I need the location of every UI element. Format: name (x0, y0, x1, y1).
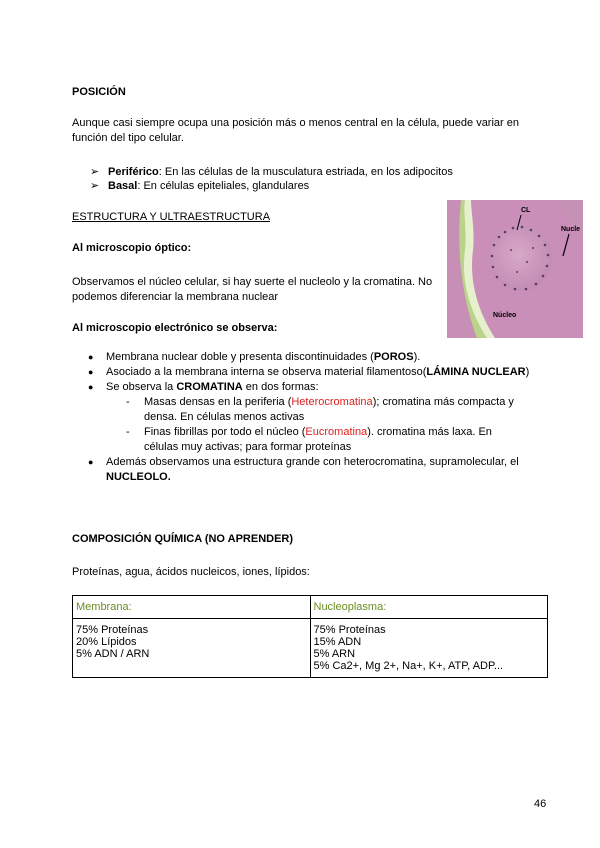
arrow-bullet-icon: ➢ (90, 180, 100, 192)
optical-heading: Al microscopio óptico: (72, 242, 192, 254)
bullet-icon: ● (88, 367, 94, 377)
list-item: ● Asociado a la membrana interna se observa material filamentoso(LÁMINA NUCLEAR) (88, 366, 530, 378)
arrow-bullet-icon: ➢ (90, 166, 100, 178)
chromatin-sublist (126, 395, 526, 455)
label-nucleo: Núcleo (493, 312, 517, 319)
list-item: - Masas densas en la periferia (Heterocromatina); cromatina más compacta y densa. En células menos activas (126, 396, 514, 423)
table-row (73, 619, 548, 678)
list-item (90, 179, 530, 193)
composition-intro: Proteínas, agua, ácidos nucleicos, iones, lípidos: (72, 566, 310, 578)
list-item-term: Basal (108, 180, 138, 192)
position-heading: POSICIÓN (72, 86, 126, 98)
position-list (90, 165, 530, 193)
bullet-icon: ● (88, 352, 94, 362)
structure-heading: ESTRUCTURA Y ULTRAESTRUCTURA (72, 211, 271, 223)
electron-list (86, 350, 536, 485)
list-item-term: Periférico (108, 166, 159, 178)
dash-bullet-icon: - (126, 396, 130, 408)
electron-heading: Al microscopio electrónico se observa: (72, 322, 278, 334)
table-header-nucleoplasma: Nucleoplasma: (310, 596, 548, 619)
list-item (90, 165, 530, 179)
table-cell-nucleoplasma: 75% Proteínas 15% ADN 5% ARN 5% Ca2+, Mg 2+, Na+, K+, ATP, ADP... (310, 619, 548, 678)
nucleus-micrograph (447, 200, 583, 338)
list-item: - Finas fibrillas por todo el núcleo (Eucromatina). cromatina más laxa. En células muy activas; para formar proteínas (126, 426, 492, 453)
bullet-icon: ● (88, 457, 94, 467)
list-item: ● Membrana nuclear doble y presenta discontinuidades (POROS). (88, 351, 421, 363)
composition-heading: COMPOSICIÓN QUÍMICA (NO APRENDER) (72, 533, 294, 545)
list-item: ● Además observamos una estructura grande con heterocromatina, supramolecular, el NUCLEOLO. (88, 456, 519, 483)
label-cl: CL (521, 207, 531, 214)
composition-table (72, 595, 548, 678)
list-item-text: : En células epiteliales, glandulares (137, 180, 310, 192)
table-cell-membrana: 75% Proteínas 20% Lípidos 5% ADN / ARN (73, 619, 311, 678)
table-header-membrana: Membrana: (73, 596, 311, 619)
page-number: 46 (534, 798, 547, 810)
list-item: ● Se observa la CROMATINA en dos formas: - Masas densas en la periferia (Heterocromatina); cromatina más compacta y densa. En células menos activas - Finas fibrillas por todo el núcleo (Eucromatina). cromatina más laxa. En células muy activas; para formar proteínas (86, 380, 536, 455)
label-nucle: Nucle (561, 226, 581, 233)
bullet-icon: ● (88, 382, 94, 392)
table-header-row (73, 596, 548, 619)
position-paragraph: Aunque casi siempre ocupa una posición más o menos central en la célula, puede variar en función del tipo celular. (72, 117, 519, 144)
micrograph-image (447, 200, 583, 338)
dash-bullet-icon: - (126, 426, 130, 438)
optical-paragraph: Observamos el núcleo celular, si hay suerte el nucleolo y la cromatina. No podemos diferenciar la membrana nuclear (72, 276, 433, 303)
list-item-text: : En las células de la musculatura estriada, en los adipocitos (158, 166, 453, 178)
